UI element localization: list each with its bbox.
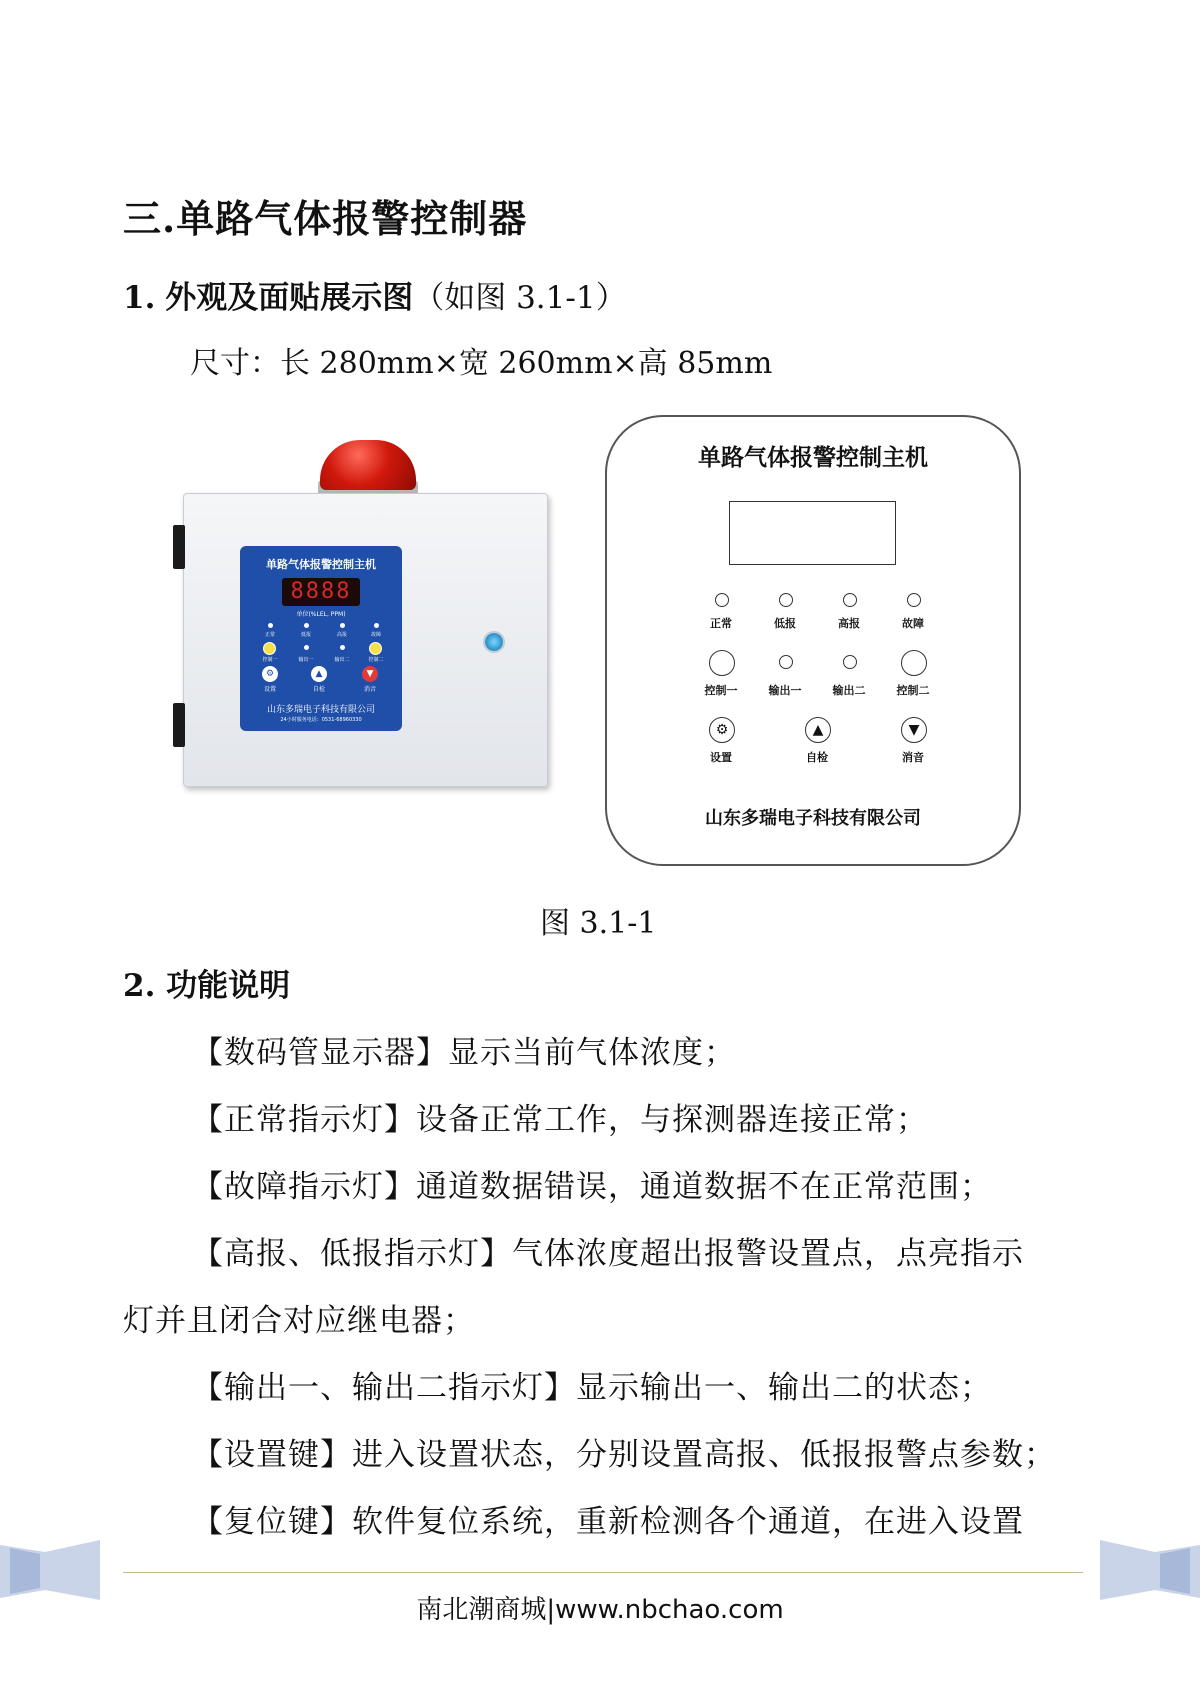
indicator-label: 高报 bbox=[336, 632, 347, 638]
section-title: 三.单路气体报警控制器 bbox=[123, 196, 528, 241]
paragraph: 【输出一、输出二指示灯】显示输出一、输出二的状态； bbox=[192, 1370, 992, 1406]
sticker-normal-led bbox=[715, 593, 729, 607]
footer-text: 南北潮商城|www.nbchao.com bbox=[416, 1595, 784, 1625]
hinge-bottom bbox=[173, 703, 185, 747]
subsection-1-heading bbox=[123, 272, 627, 317]
indicator-label: 故障 bbox=[370, 632, 381, 638]
output-label: 控制一 bbox=[262, 657, 278, 663]
sticker-company: 山东多瑞电子科技有限公司 bbox=[705, 808, 921, 829]
sticker-display-window bbox=[729, 501, 896, 565]
paragraph: 【故障指示灯】通道数据错误，通道数据不在正常范围； bbox=[192, 1169, 992, 1205]
figure-caption: 图 3.1-1 bbox=[540, 906, 657, 941]
hinge-top bbox=[173, 525, 185, 569]
sticker-control-1-led bbox=[709, 650, 735, 676]
panel-sticker-diagram bbox=[605, 415, 1021, 866]
segment-display: 8888 bbox=[282, 578, 360, 606]
subsection-1-title: 外观及面贴展示图 bbox=[165, 280, 414, 316]
sticker-button-label: 设置 bbox=[710, 751, 732, 764]
sticker-output-1-led bbox=[779, 655, 793, 669]
panel-company: 山东多瑞电子科技有限公司 bbox=[266, 705, 375, 715]
sticker-indicator-label: 低报 bbox=[774, 617, 796, 630]
sticker-output-label: 输出一 bbox=[768, 684, 802, 697]
output-label: 输出二 bbox=[334, 657, 350, 663]
indicator-label: 低报 bbox=[300, 632, 311, 638]
sticker-low-alarm-led bbox=[779, 593, 793, 607]
lock-icon bbox=[483, 631, 505, 653]
button-label: 消音 bbox=[363, 686, 376, 693]
panel-hotline: 24小时服务电话：0531-68960330 bbox=[280, 717, 362, 723]
paragraph: 【数码管显示器】显示当前气体浓度； bbox=[192, 1035, 736, 1071]
alarm-beacon bbox=[320, 440, 416, 490]
subsection-1-note: （如图 3.1-1） bbox=[413, 280, 627, 316]
control-1-led bbox=[263, 642, 276, 655]
down-triangle-icon: ▼ bbox=[908, 722, 920, 738]
unit-label: 单位(%LEL, PPM) bbox=[296, 611, 346, 618]
sticker-indicator-label: 高报 bbox=[838, 617, 860, 630]
sticker-button-label: 消音 bbox=[902, 751, 924, 764]
footer-divider bbox=[123, 1572, 1083, 1573]
normal-led bbox=[268, 623, 273, 628]
indicator-label: 正常 bbox=[264, 632, 275, 638]
sticker-settings-button bbox=[709, 717, 735, 743]
settings-button[interactable] bbox=[262, 666, 278, 682]
button-label: 设置 bbox=[263, 686, 276, 693]
dimensions-text: 尺寸：长 280mm×宽 260mm×高 85mm bbox=[190, 346, 773, 381]
down-triangle-icon: ▼ bbox=[366, 669, 374, 679]
gear-icon: ⚙ bbox=[265, 669, 275, 679]
sticker-high-alarm-led bbox=[843, 593, 857, 607]
sticker-self-test-button bbox=[805, 717, 831, 743]
sticker-control-2-led bbox=[901, 650, 927, 676]
paragraph: 【复位键】软件复位系统，重新检测各个通道，在进入设置 bbox=[192, 1504, 1024, 1540]
subsection-1-number: 1. bbox=[123, 280, 156, 316]
sticker-output-2-led bbox=[843, 655, 857, 669]
sticker-indicator-label: 正常 bbox=[710, 617, 732, 630]
subsection-2-heading bbox=[123, 960, 290, 1005]
high-alarm-led bbox=[340, 623, 345, 628]
up-triangle-icon: ▲ bbox=[315, 669, 323, 679]
device-front-panel bbox=[240, 546, 402, 731]
output-1-led bbox=[304, 645, 309, 650]
panel-title: 单路气体报警控制主机 bbox=[266, 558, 376, 571]
subsection-2-title: 功能说明 bbox=[166, 968, 291, 1004]
paragraph: 【正常指示灯】设备正常工作，与探测器连接正常； bbox=[192, 1102, 928, 1138]
paragraph: 灯并且闭合对应继电器； bbox=[123, 1303, 475, 1339]
sticker-indicator-label: 故障 bbox=[902, 617, 924, 630]
gear-icon: ⚙ bbox=[715, 722, 729, 738]
sticker-title: 单路气体报警控制主机 bbox=[698, 444, 928, 471]
sticker-mute-button bbox=[901, 717, 927, 743]
paragraph: 【高报、低报指示灯】气体浓度超出报警设置点，点亮指示 bbox=[192, 1236, 1024, 1272]
output-2-led bbox=[340, 645, 345, 650]
control-2-led bbox=[369, 642, 382, 655]
paragraph: 【设置键】进入设置状态，分别设置高报、低报报警点参数； bbox=[192, 1437, 1056, 1473]
low-alarm-led bbox=[304, 623, 309, 628]
sticker-output-label: 输出二 bbox=[832, 684, 866, 697]
up-triangle-icon: ▲ bbox=[812, 722, 824, 738]
self-test-button[interactable] bbox=[311, 666, 327, 682]
sticker-output-label: 控制二 bbox=[896, 684, 930, 697]
fault-led bbox=[374, 623, 379, 628]
button-label: 自检 bbox=[312, 686, 325, 693]
output-label: 输出一 bbox=[298, 657, 314, 663]
subsection-2-number: 2. bbox=[123, 968, 156, 1004]
sticker-output-label: 控制一 bbox=[704, 684, 738, 697]
mute-button[interactable] bbox=[362, 666, 378, 682]
output-label: 控制二 bbox=[368, 657, 384, 663]
sticker-button-label: 自检 bbox=[806, 751, 828, 764]
sticker-fault-led bbox=[907, 593, 921, 607]
